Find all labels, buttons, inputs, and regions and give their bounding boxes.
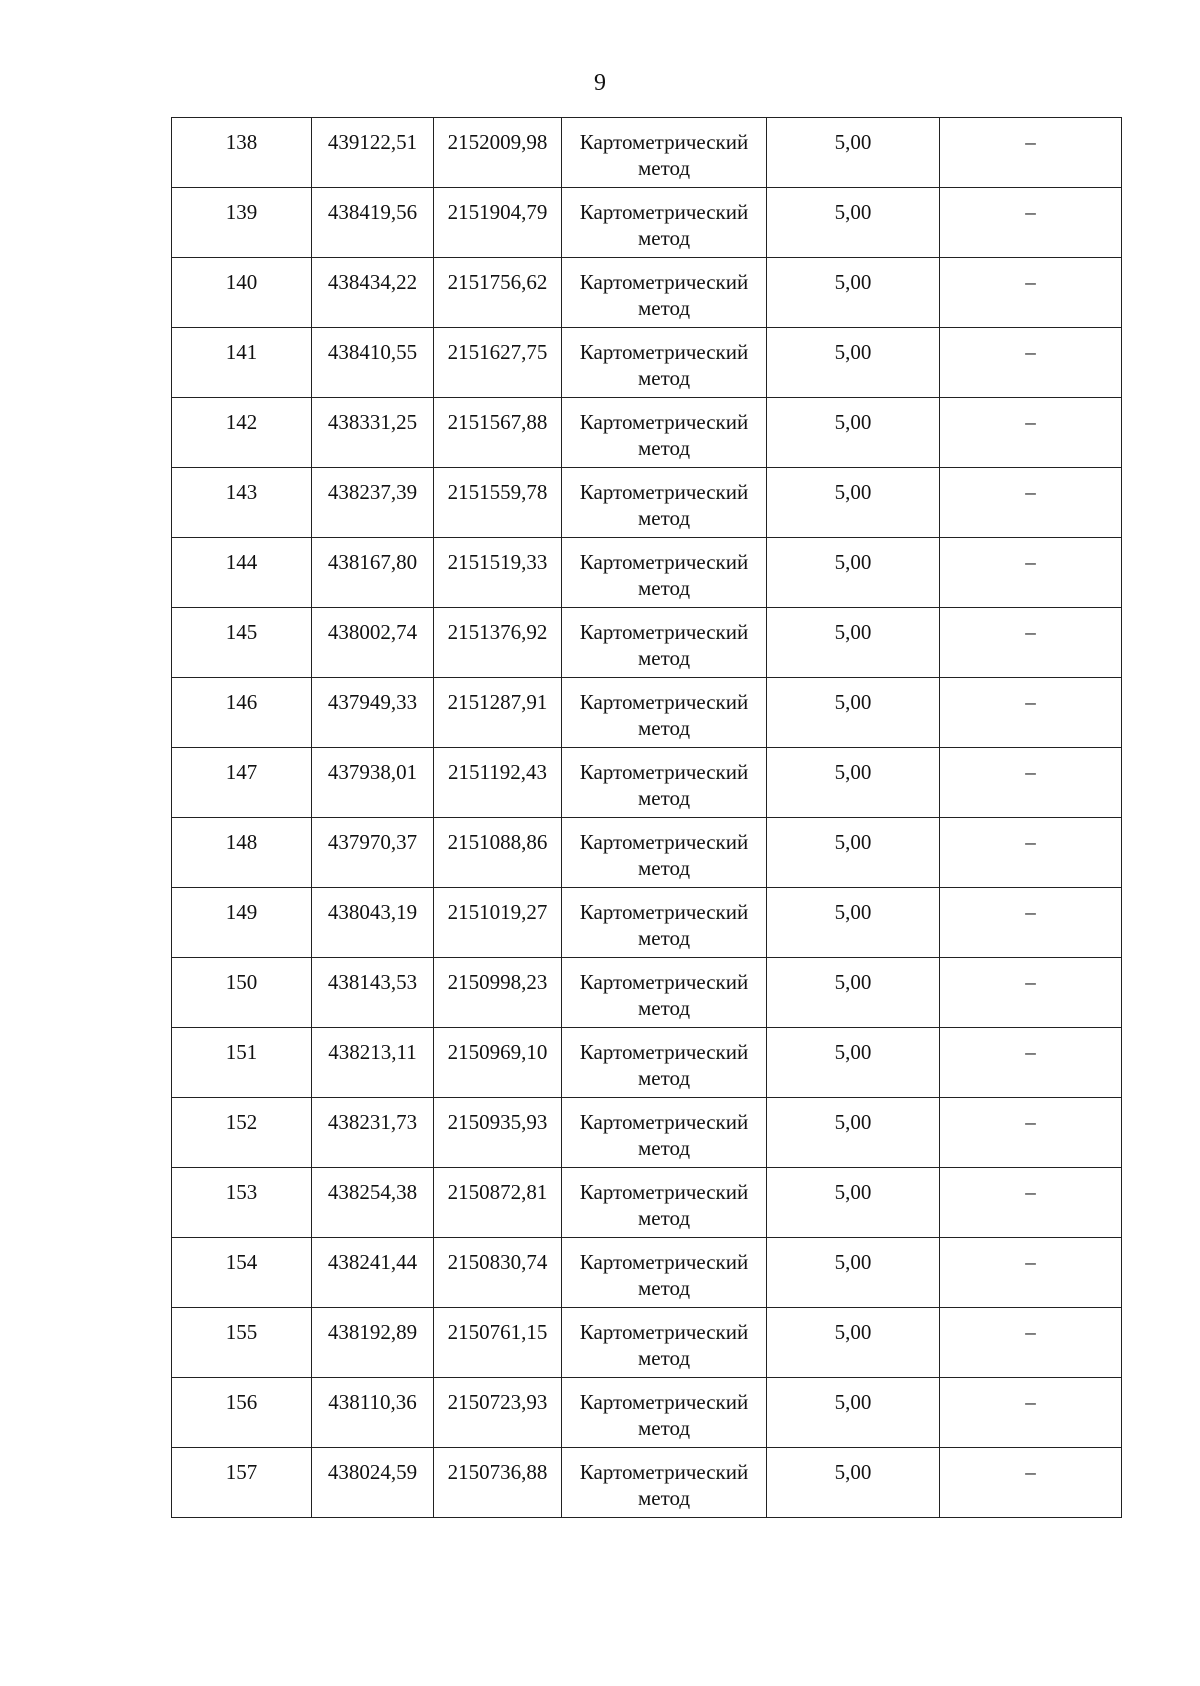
point-number-cell: 145 (172, 608, 312, 678)
point-number-cell: 143 (172, 468, 312, 538)
accuracy-cell: 5,00 (767, 818, 940, 888)
note-cell: – (940, 608, 1122, 678)
method-cell: Картометрический метод (562, 468, 767, 538)
method-cell: Картометрический метод (562, 1098, 767, 1168)
table-row (172, 748, 1122, 818)
accuracy-cell: 5,00 (767, 678, 940, 748)
table-row (172, 1028, 1122, 1098)
table-row (172, 818, 1122, 888)
method-cell: Картометрический метод (562, 608, 767, 678)
point-number-cell: 151 (172, 1028, 312, 1098)
point-number-cell: 144 (172, 538, 312, 608)
note-cell: – (940, 1308, 1122, 1378)
x-coordinate-cell: 438434,22 (312, 258, 434, 328)
method-cell: Картометрический метод (562, 1448, 767, 1518)
method-cell: Картометрический метод (562, 538, 767, 608)
x-coordinate-cell: 438331,25 (312, 398, 434, 468)
x-coordinate-cell: 437938,01 (312, 748, 434, 818)
note-cell: – (940, 1028, 1122, 1098)
table-row (172, 328, 1122, 398)
note-cell: – (940, 328, 1122, 398)
x-coordinate-cell: 438231,73 (312, 1098, 434, 1168)
y-coordinate-cell: 2151627,75 (434, 328, 562, 398)
y-coordinate-cell: 2150998,23 (434, 958, 562, 1028)
accuracy-cell: 5,00 (767, 538, 940, 608)
table-row (172, 188, 1122, 258)
table-row (172, 118, 1122, 188)
note-cell: – (940, 678, 1122, 748)
method-cell: Картометрический метод (562, 328, 767, 398)
method-cell: Картометрический метод (562, 678, 767, 748)
x-coordinate-cell: 438254,38 (312, 1168, 434, 1238)
method-cell: Картометрический метод (562, 888, 767, 958)
y-coordinate-cell: 2151567,88 (434, 398, 562, 468)
method-cell: Картометрический метод (562, 188, 767, 258)
accuracy-cell: 5,00 (767, 1448, 940, 1518)
note-cell: – (940, 188, 1122, 258)
x-coordinate-cell: 438043,19 (312, 888, 434, 958)
point-number-cell: 141 (172, 328, 312, 398)
y-coordinate-cell: 2150723,93 (434, 1378, 562, 1448)
x-coordinate-cell: 437970,37 (312, 818, 434, 888)
point-number-cell: 154 (172, 1238, 312, 1308)
accuracy-cell: 5,00 (767, 118, 940, 188)
x-coordinate-cell: 439122,51 (312, 118, 434, 188)
point-number-cell: 155 (172, 1308, 312, 1378)
accuracy-cell: 5,00 (767, 1168, 940, 1238)
table-row (172, 958, 1122, 1028)
note-cell: – (940, 1168, 1122, 1238)
point-number-cell: 149 (172, 888, 312, 958)
accuracy-cell: 5,00 (767, 958, 940, 1028)
method-cell: Картометрический метод (562, 1308, 767, 1378)
y-coordinate-cell: 2151192,43 (434, 748, 562, 818)
point-number-cell: 153 (172, 1168, 312, 1238)
method-cell: Картометрический метод (562, 1168, 767, 1238)
x-coordinate-cell: 438241,44 (312, 1238, 434, 1308)
x-coordinate-cell: 438192,89 (312, 1308, 434, 1378)
note-cell: – (940, 398, 1122, 468)
accuracy-cell: 5,00 (767, 1028, 940, 1098)
accuracy-cell: 5,00 (767, 468, 940, 538)
table-row (172, 888, 1122, 958)
x-coordinate-cell: 438237,39 (312, 468, 434, 538)
y-coordinate-cell: 2151904,79 (434, 188, 562, 258)
note-cell: – (940, 888, 1122, 958)
table-row (172, 538, 1122, 608)
point-number-cell: 139 (172, 188, 312, 258)
y-coordinate-cell: 2152009,98 (434, 118, 562, 188)
method-cell: Картометрический метод (562, 1238, 767, 1308)
note-cell: – (940, 258, 1122, 328)
y-coordinate-cell: 2151756,62 (434, 258, 562, 328)
table-row (172, 468, 1122, 538)
table-row (172, 1168, 1122, 1238)
x-coordinate-cell: 437949,33 (312, 678, 434, 748)
coordinates-table-body (172, 118, 1122, 1518)
accuracy-cell: 5,00 (767, 328, 940, 398)
note-cell: – (940, 538, 1122, 608)
y-coordinate-cell: 2150969,10 (434, 1028, 562, 1098)
note-cell: – (940, 958, 1122, 1028)
method-cell: Картометрический метод (562, 118, 767, 188)
accuracy-cell: 5,00 (767, 258, 940, 328)
note-cell: – (940, 748, 1122, 818)
method-cell: Картометрический метод (562, 1378, 767, 1448)
y-coordinate-cell: 2150761,15 (434, 1308, 562, 1378)
table-row (172, 1378, 1122, 1448)
y-coordinate-cell: 2151519,33 (434, 538, 562, 608)
note-cell: – (940, 1448, 1122, 1518)
y-coordinate-cell: 2150830,74 (434, 1238, 562, 1308)
point-number-cell: 142 (172, 398, 312, 468)
note-cell: – (940, 468, 1122, 538)
method-cell: Картометрический метод (562, 748, 767, 818)
y-coordinate-cell: 2151019,27 (434, 888, 562, 958)
x-coordinate-cell: 438002,74 (312, 608, 434, 678)
table-row (172, 1238, 1122, 1308)
table-row (172, 258, 1122, 328)
table-row (172, 1448, 1122, 1518)
table-row (172, 1098, 1122, 1168)
accuracy-cell: 5,00 (767, 398, 940, 468)
accuracy-cell: 5,00 (767, 188, 940, 258)
point-number-cell: 152 (172, 1098, 312, 1168)
page-number: 9 (594, 70, 606, 96)
x-coordinate-cell: 438024,59 (312, 1448, 434, 1518)
method-cell: Картометрический метод (562, 818, 767, 888)
accuracy-cell: 5,00 (767, 1238, 940, 1308)
method-cell: Картометрический метод (562, 958, 767, 1028)
accuracy-cell: 5,00 (767, 608, 940, 678)
x-coordinate-cell: 438167,80 (312, 538, 434, 608)
point-number-cell: 138 (172, 118, 312, 188)
point-number-cell: 157 (172, 1448, 312, 1518)
y-coordinate-cell: 2151559,78 (434, 468, 562, 538)
accuracy-cell: 5,00 (767, 1098, 940, 1168)
x-coordinate-cell: 438419,56 (312, 188, 434, 258)
accuracy-cell: 5,00 (767, 888, 940, 958)
point-number-cell: 148 (172, 818, 312, 888)
y-coordinate-cell: 2151088,86 (434, 818, 562, 888)
point-number-cell: 156 (172, 1378, 312, 1448)
method-cell: Картометрический метод (562, 258, 767, 328)
y-coordinate-cell: 2150736,88 (434, 1448, 562, 1518)
y-coordinate-cell: 2150935,93 (434, 1098, 562, 1168)
note-cell: – (940, 818, 1122, 888)
y-coordinate-cell: 2150872,81 (434, 1168, 562, 1238)
x-coordinate-cell: 438213,11 (312, 1028, 434, 1098)
point-number-cell: 147 (172, 748, 312, 818)
note-cell: – (940, 118, 1122, 188)
coordinates-table (171, 117, 1122, 1518)
table-row (172, 678, 1122, 748)
y-coordinate-cell: 2151287,91 (434, 678, 562, 748)
x-coordinate-cell: 438410,55 (312, 328, 434, 398)
method-cell: Картометрический метод (562, 398, 767, 468)
table-row (172, 608, 1122, 678)
table-row (172, 398, 1122, 468)
accuracy-cell: 5,00 (767, 1308, 940, 1378)
accuracy-cell: 5,00 (767, 748, 940, 818)
note-cell: – (940, 1238, 1122, 1308)
method-cell: Картометрический метод (562, 1028, 767, 1098)
point-number-cell: 146 (172, 678, 312, 748)
table-row (172, 1308, 1122, 1378)
point-number-cell: 140 (172, 258, 312, 328)
note-cell: – (940, 1378, 1122, 1448)
x-coordinate-cell: 438143,53 (312, 958, 434, 1028)
accuracy-cell: 5,00 (767, 1378, 940, 1448)
note-cell: – (940, 1098, 1122, 1168)
point-number-cell: 150 (172, 958, 312, 1028)
y-coordinate-cell: 2151376,92 (434, 608, 562, 678)
x-coordinate-cell: 438110,36 (312, 1378, 434, 1448)
